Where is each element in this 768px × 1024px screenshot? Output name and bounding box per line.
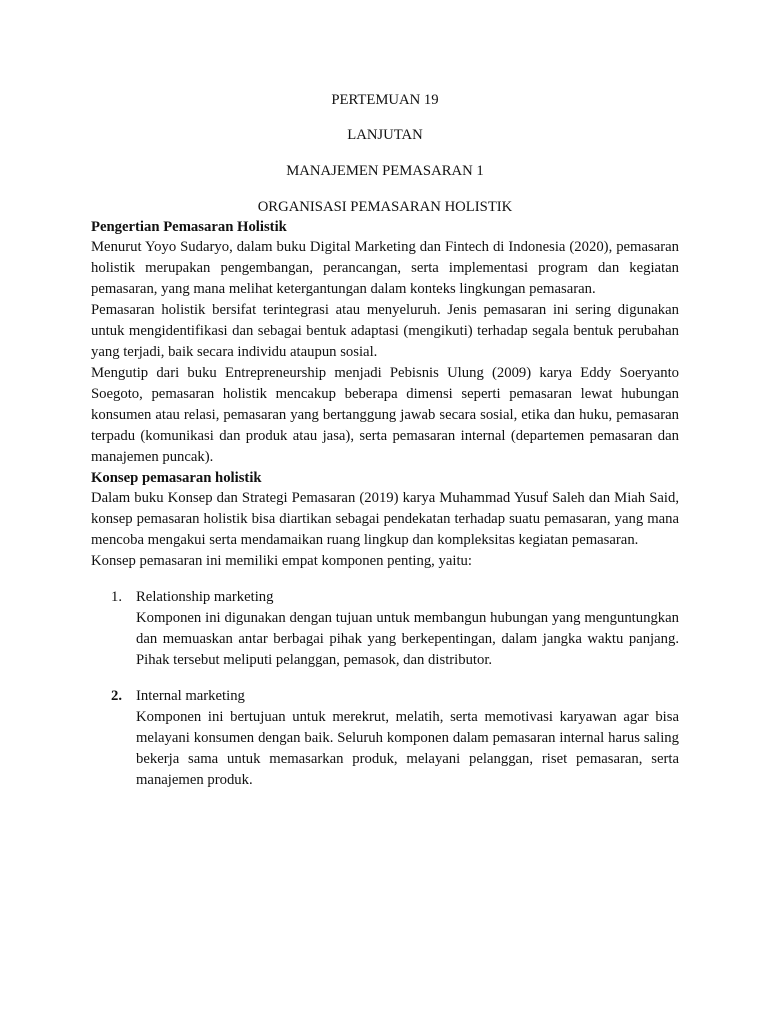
list-item-number: 2.	[111, 688, 123, 704]
list-item-body: Komponen ini digunakan dengan tujuan untuk membangun hubungan yang menguntungkan dan memuaskan antar berbagai pihak yang berkepentingan, dalam jangka waktu panjang. Pihak tersebut meliputi pelanggan, pemasok, dan distributor.	[136, 610, 679, 668]
list-item	[91, 686, 679, 791]
list-item-body: Komponen ini bertujuan untuk merekrut, melatih, serta memotivasi karyawan agar bisa melayani konsumen dengan baik. Seluruh komponen dalam pemasaran internal harus saling bekerja sama untuk memasarkan produk, melayani pelanggan, riset pemasaran, serta manajemen produk.	[136, 709, 679, 788]
document-page	[91, 90, 679, 791]
paragraph: Pemasaran holistik bersifat terintegrasi atau menyeluruh. Jenis pemasaran ini sering digunakan untuk mengidentifikasi dan sebagai bentuk adaptasi (mengikuti) terhadap segala bentuk perubahan yang terjadi, baik secara individu ataupun sosial.	[91, 302, 679, 360]
section-heading-konsep: Konsep pemasaran holistik	[91, 470, 262, 486]
list-item-number: 1.	[111, 589, 123, 605]
paragraph: Menurut Yoyo Sudaryo, dalam buku Digital Marketing dan Fintech di Indonesia (2020), pemasaran holistik merupakan pengembangan, perancangan, serta implementasi program dan kegiatan pemasaran, yang mana melihat ketergantungan dalam konteks lingkungan pemasaran.	[91, 239, 679, 297]
list-item	[91, 587, 679, 671]
course-title: MANAJEMEN PEMASARAN 1	[286, 163, 484, 179]
paragraph: Mengutip dari buku Entrepreneurship menjadi Pebisnis Ulung (2009) karya Eddy Soeryanto Soegoto, pemasaran holistik mencakup beberapa dimensi seperti pemasaran lewat hubungan konsumen atau relasi, pemasaran yang bertanggung jawab secara sosial, etika dan huku, pemasaran terpadu (komunikasi dan produk atau jasa), serta pemasaran internal (departemen pemasaran dan manajemen puncak).	[91, 365, 679, 465]
topic-title: ORGANISASI PEMASARAN HOLISTIK	[257, 199, 513, 215]
list-item-title: Internal marketing	[136, 688, 245, 704]
section-heading-pengertian: Pengertian Pemasaran Holistik	[91, 219, 287, 235]
paragraph: Konsep pemasaran ini memiliki empat komponen penting, yaitu:	[91, 553, 472, 569]
continuation-title: LANJUTAN	[347, 127, 423, 143]
list-item-title: Relationship marketing	[136, 589, 274, 605]
meeting-number-title: PERTEMUAN 19	[331, 92, 439, 108]
component-list	[91, 587, 679, 791]
paragraph: Dalam buku Konsep dan Strategi Pemasaran (2019) karya Muhammad Yusuf Saleh dan Miah Said, konsep pemasaran holistik bisa diartikan sebagai pendekatan terhadap suatu pemasaran, yang mana mencoba mengakui serta mendamaikan ruang lingkup dan kompleksitas kegiatan pemasaran.	[91, 490, 679, 548]
